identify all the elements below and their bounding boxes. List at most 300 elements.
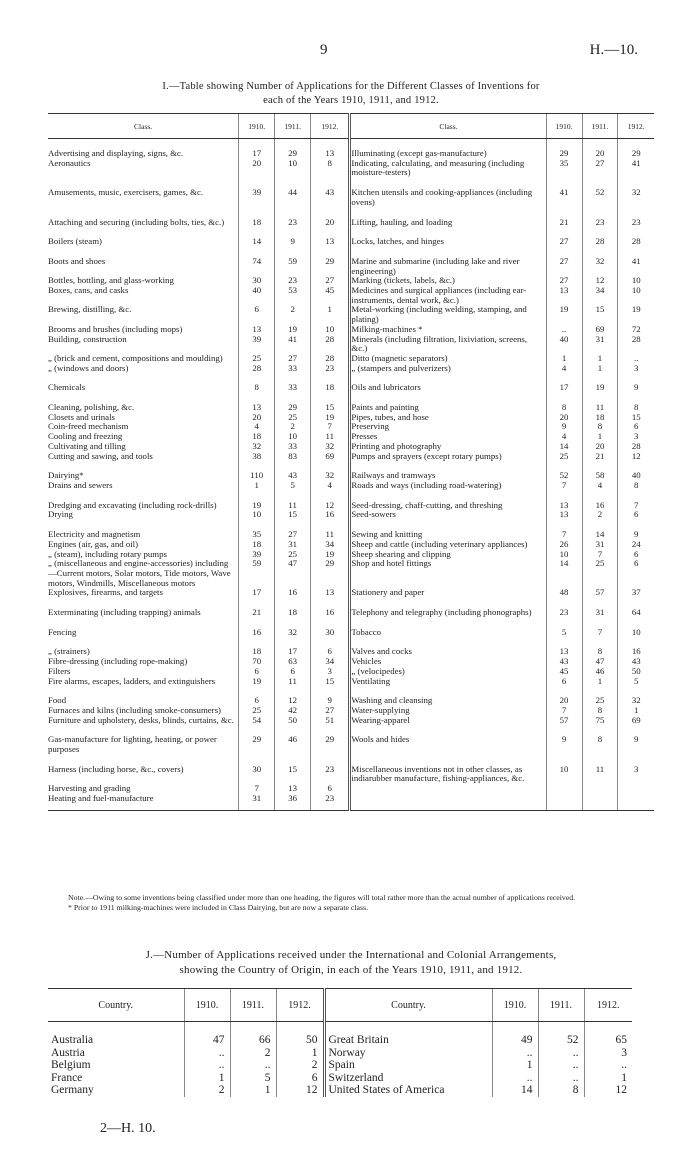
country-name: Spain [324, 1059, 492, 1072]
class-name: Seed-sowers [350, 510, 546, 520]
year-count: 27 [546, 247, 582, 276]
year-count: 8 [582, 725, 618, 754]
column-header-year: 1911. [230, 989, 276, 1022]
class-name: Miscellaneous inventions not in other classes, as indiarubber manufacture, fishing-appliances, &c. [350, 755, 546, 784]
table-j-title [48, 948, 654, 978]
year-count: 17 [239, 588, 275, 598]
class-name: Gas-manufacture for lighting, heating, or power purposes [48, 734, 217, 755]
year-count: 17 [275, 637, 311, 657]
table-i-notes [48, 893, 654, 913]
year-count: 9 [546, 422, 582, 432]
year-count: 6 [311, 784, 350, 794]
year-count: 40 [618, 461, 654, 481]
year-count: 19 [582, 373, 618, 393]
table-row [48, 491, 654, 511]
year-count: 32 [618, 178, 654, 207]
year-count: 8 [582, 706, 618, 716]
table-row [48, 373, 654, 393]
year-count: 20 [311, 208, 350, 228]
class-name: Marking (tickets, labels, &c.) [350, 276, 546, 286]
year-count: 19 [618, 305, 654, 324]
class-name: Explosives, firearms, and targets [48, 587, 163, 598]
class-name: Cultivating and tilling [48, 440, 126, 451]
class-name: Sewing and knitting [350, 520, 546, 540]
year-count: 3 [618, 755, 654, 784]
year-count: 25 [582, 559, 618, 588]
year-count: 13 [275, 784, 311, 794]
year-count: 7 [618, 491, 654, 511]
class-name: Preserving [350, 422, 546, 432]
year-count: 21 [582, 452, 618, 462]
year-count: 13 [239, 325, 275, 335]
year-count: 29 [311, 725, 350, 754]
year-count: 10 [618, 276, 654, 286]
class-name: Indicating, calculating, and measuring (including moisture-testers) [350, 159, 546, 178]
class-name: Shop and hotel fittings [350, 559, 546, 588]
class-name: Cutting and sawing, and tools [48, 450, 153, 461]
year-count: 75 [582, 716, 618, 726]
year-count: 12 [584, 1084, 632, 1097]
year-count: 46 [275, 725, 311, 754]
country-name: Australia [51, 1034, 94, 1046]
year-count: 1 [584, 1072, 632, 1085]
year-count: 4 [311, 481, 350, 491]
table-row [48, 725, 654, 754]
year-count: 16 [239, 618, 275, 638]
year-count: 35 [546, 159, 582, 178]
year-count: 50 [276, 1022, 324, 1047]
year-count [546, 794, 582, 810]
column-header-country: Country. [324, 989, 492, 1022]
class-name: Lifting, hauling, and loading [350, 208, 546, 228]
footnote-text: * Prior to 1911 milking-machines were included in Class Dairying, but are now a separate class. [68, 903, 369, 912]
year-count: 27 [311, 276, 350, 286]
class-name: Wools and hides [350, 725, 546, 754]
class-name: Heating and fuel-manufacture [48, 794, 239, 810]
class-name: „ (windows and doors) [48, 362, 129, 373]
table-row [48, 618, 654, 638]
year-count: 1 [582, 364, 618, 374]
year-count: 54 [239, 716, 275, 726]
class-name: Brewing, distilling, &c. [48, 304, 132, 315]
table-row [48, 755, 654, 784]
table-row [48, 559, 654, 588]
year-count: 18 [582, 413, 618, 423]
year-count: 72 [618, 325, 654, 335]
year-count: 2 [582, 510, 618, 520]
year-count: .. [184, 1059, 230, 1072]
year-count: 51 [311, 716, 350, 726]
class-name: Food [48, 695, 67, 706]
table-row [48, 794, 654, 810]
year-count: 40 [239, 286, 275, 305]
class-name: „ (stampers and pulverizers) [350, 364, 546, 374]
year-count: 7 [546, 706, 582, 716]
year-count: .. [538, 1072, 584, 1085]
class-name: Dredging and excavating (including rock-drills) [48, 499, 217, 510]
year-count: 8 [618, 393, 654, 413]
table-row [48, 461, 654, 481]
class-name: Illuminating (except gas-manufacture) [350, 139, 546, 159]
class-name: Washing and cleansing [350, 686, 546, 706]
year-count: 8 [538, 1084, 584, 1097]
column-header-country: Country. [48, 989, 184, 1022]
year-count: 13 [311, 227, 350, 247]
year-count: 19 [546, 305, 582, 324]
year-count: 29 [311, 559, 350, 588]
year-count: 3 [584, 1047, 632, 1060]
year-count: 5 [230, 1072, 276, 1085]
year-count: 63 [275, 657, 311, 667]
class-name: „ (velocipedes) [350, 667, 546, 677]
class-name [350, 784, 546, 794]
year-count: 41 [618, 247, 654, 276]
year-count: 13 [239, 393, 275, 413]
year-count: 28 [311, 354, 350, 364]
class-name: Kitchen utensils and cooking-appliances (including ovens) [350, 178, 546, 207]
year-count: 13 [546, 637, 582, 657]
year-count: 21 [546, 208, 582, 228]
year-count: 21 [239, 598, 275, 618]
year-count: 9 [618, 725, 654, 754]
year-count: 59 [239, 559, 275, 588]
year-count: 4 [239, 422, 275, 432]
year-count: 18 [239, 540, 275, 550]
class-name: Presses [350, 432, 546, 442]
year-count: 65 [584, 1022, 632, 1047]
column-header-year: 1912. [311, 114, 350, 139]
country-name: Austria [51, 1046, 85, 1059]
year-count: 1 [618, 706, 654, 716]
year-count: 44 [275, 178, 311, 207]
year-count: 29 [239, 725, 275, 754]
year-count: 6 [276, 1072, 324, 1085]
year-count: 57 [546, 716, 582, 726]
year-count: 50 [275, 716, 311, 726]
year-count: 20 [582, 139, 618, 159]
year-count: 46 [582, 667, 618, 677]
year-count: 9 [618, 373, 654, 393]
table-row [48, 1022, 632, 1047]
year-count: 16 [618, 637, 654, 657]
class-name: Brooms and brushes (including mops) [48, 323, 183, 334]
year-count: 7 [546, 481, 582, 491]
year-count: 1 [492, 1059, 538, 1072]
column-header-class: Class. [48, 114, 239, 139]
class-name: Paints and painting [350, 393, 546, 413]
year-count: 43 [275, 461, 311, 481]
class-name: Cooling and freezing [48, 431, 123, 442]
year-count: 39 [239, 178, 275, 207]
year-count: 28 [582, 227, 618, 247]
class-name: Pipes, tubes, and hose [350, 413, 546, 423]
year-count: 6 [618, 510, 654, 520]
year-count: 29 [311, 247, 350, 276]
year-count: 11 [582, 755, 618, 784]
year-count: 28 [311, 335, 350, 354]
year-count: 58 [582, 461, 618, 481]
year-count: 25 [239, 706, 275, 716]
year-count: 7 [582, 618, 618, 638]
year-count: 41 [546, 178, 582, 207]
year-count: 31 [239, 794, 275, 810]
year-count: 25 [582, 686, 618, 706]
year-count: 42 [275, 706, 311, 716]
country-name: United States of America [324, 1084, 492, 1097]
table-row [48, 1084, 632, 1097]
year-count: 2 [230, 1047, 276, 1060]
year-count: .. [230, 1059, 276, 1072]
column-header-year: 1910. [184, 989, 230, 1022]
class-name: „ (miscellaneous and engine-accessories) including—Current motors, Solar motors, Tide motors, Wave motors, Windmills, Miscellaneous motors [48, 558, 231, 588]
year-count: 14 [239, 227, 275, 247]
year-count: 34 [582, 286, 618, 305]
year-count: 6 [239, 667, 275, 677]
year-count: 31 [582, 598, 618, 618]
country-name: France [51, 1071, 83, 1084]
class-name: Minerals (including filtration, lixiviation, screens, &c.) [350, 335, 546, 354]
class-name: Harness (including horse, &c., covers) [48, 763, 184, 774]
year-count: 33 [275, 364, 311, 374]
year-count: 12 [311, 491, 350, 511]
year-count: 34 [311, 540, 350, 550]
class-name: Printing and photography [350, 442, 546, 452]
class-name: Stationery and paper [350, 588, 546, 598]
year-count: 32 [275, 618, 311, 638]
year-count: .. [546, 325, 582, 335]
year-count: 10 [311, 325, 350, 335]
year-count: 30 [239, 276, 275, 286]
year-count: 14 [492, 1084, 538, 1097]
year-count: 41 [618, 159, 654, 178]
year-count: 52 [582, 178, 618, 207]
year-count: 2 [184, 1084, 230, 1097]
year-count: 1 [582, 677, 618, 687]
class-name: Telephony and telegraphy (including phonographs) [350, 598, 546, 618]
year-count: 31 [582, 540, 618, 550]
year-count: 7 [546, 520, 582, 540]
table-row [48, 393, 654, 413]
page-header [0, 42, 700, 62]
class-name: Roads and ways (including road-watering) [350, 481, 546, 491]
table-row [48, 588, 654, 598]
year-count: 23 [311, 755, 350, 784]
year-count: 8 [546, 393, 582, 413]
year-count: .. [184, 1047, 230, 1060]
year-count: 24 [618, 540, 654, 550]
inventions-class-table [48, 113, 654, 811]
year-count: 47 [184, 1022, 230, 1047]
footer-signature: 2—H. 10. [100, 1121, 156, 1136]
year-count: 39 [239, 550, 275, 560]
column-header-year: 1910. [239, 114, 275, 139]
class-name: Wearing-apparel [350, 716, 546, 726]
class-name: Medicines and surgical appliances (including ear-instruments, dental work, &c.) [350, 286, 546, 305]
country-name: Great Britain [324, 1022, 492, 1047]
year-count: 2 [276, 1059, 324, 1072]
year-count: 8 [582, 422, 618, 432]
year-count: 1 [582, 354, 618, 364]
class-name: Water-supplying [350, 706, 546, 716]
year-count: 9 [311, 686, 350, 706]
year-count: 1 [546, 354, 582, 364]
class-name: Fencing [48, 626, 77, 637]
column-header-year: 1911. [275, 114, 311, 139]
year-count [582, 794, 618, 810]
year-count: 5 [618, 677, 654, 687]
year-count: 29 [275, 139, 311, 159]
class-name: Sheep shearing and clipping [350, 550, 546, 560]
table-row [48, 335, 654, 354]
year-count: 16 [275, 588, 311, 598]
class-name: Exterminating (including trapping) animals [48, 607, 201, 618]
year-count: 15 [618, 413, 654, 423]
year-count: 28 [239, 364, 275, 374]
year-count: 32 [239, 442, 275, 452]
table-row [48, 1047, 632, 1060]
year-count: 9 [546, 725, 582, 754]
year-count: 34 [311, 657, 350, 667]
year-count: 3 [311, 667, 350, 677]
table-row [48, 637, 654, 657]
class-name: Furniture and upholstery, desks, blinds, curtains, &c. [48, 714, 234, 725]
year-count: 28 [618, 227, 654, 247]
year-count: 4 [546, 432, 582, 442]
year-count: 20 [546, 686, 582, 706]
year-count: 20 [546, 413, 582, 423]
year-count: 13 [311, 139, 350, 159]
table-row [48, 1072, 632, 1085]
class-name: Ventilating [350, 677, 546, 687]
year-count: 27 [311, 706, 350, 716]
year-count: 50 [618, 667, 654, 677]
year-count: 57 [582, 588, 618, 598]
year-count: 23 [311, 364, 350, 374]
year-count: 13 [311, 588, 350, 598]
year-count: 110 [239, 461, 275, 481]
class-name: Boxes, cans, and casks [48, 285, 129, 296]
table-row [48, 716, 654, 726]
year-count: 19 [311, 550, 350, 560]
year-count: 1 [239, 481, 275, 491]
column-header-year: 1911. [582, 114, 618, 139]
year-count: 52 [546, 461, 582, 481]
year-count: 7 [582, 550, 618, 560]
class-name: Railways and tramways [350, 461, 546, 481]
year-count: 6 [239, 305, 275, 324]
year-count: 6 [546, 677, 582, 687]
table-j-title-line1: J.—Number of Applications received under the International and Colonial Arrangements, [145, 949, 557, 961]
year-count: 26 [546, 540, 582, 550]
column-header-class: Class. [350, 114, 546, 139]
year-count: 10 [618, 286, 654, 305]
year-count: 16 [311, 598, 350, 618]
class-name: Advertising and displaying, signs, &c. [48, 148, 184, 158]
year-count: 49 [492, 1022, 538, 1047]
year-count: 23 [618, 208, 654, 228]
class-name [350, 794, 546, 810]
year-count: 27 [546, 276, 582, 286]
class-name: Fibre-dressing (including rope-making) [48, 656, 188, 667]
year-count: 15 [275, 510, 311, 520]
column-header-year: 1911. [538, 989, 584, 1022]
year-count: 48 [546, 588, 582, 598]
year-count: 8 [618, 481, 654, 491]
year-count: 53 [275, 286, 311, 305]
year-count: 70 [239, 657, 275, 667]
year-count: 47 [582, 657, 618, 667]
year-count: 19 [239, 677, 275, 687]
year-count: 9 [275, 227, 311, 247]
year-count: 45 [546, 667, 582, 677]
year-count: 15 [311, 677, 350, 687]
table-row [48, 452, 654, 462]
country-name: Switzerland [324, 1072, 492, 1085]
year-count: 33 [275, 373, 311, 393]
class-name: Pumps and sprayers (except rotary pumps) [350, 452, 546, 462]
page-number: 9 [320, 42, 328, 58]
class-name: Marine and submarine (including lake and river engineering) [350, 247, 546, 276]
year-count [618, 794, 654, 810]
column-header-year: 1910. [492, 989, 538, 1022]
year-count: 9 [618, 520, 654, 540]
year-count: 1 [184, 1072, 230, 1085]
class-name: Harvesting and grading [48, 783, 131, 794]
year-count: 30 [239, 755, 275, 784]
class-name: Vehicles [350, 657, 546, 667]
year-count: 18 [275, 598, 311, 618]
year-count: 10 [239, 510, 275, 520]
year-count: .. [492, 1047, 538, 1060]
year-count: 29 [618, 139, 654, 159]
year-count: 14 [546, 442, 582, 452]
class-name: Drying [48, 509, 73, 520]
year-count: 10 [618, 618, 654, 638]
year-count: 19 [275, 325, 311, 335]
year-count: 38 [239, 452, 275, 462]
year-count: 12 [275, 686, 311, 706]
year-count: 11 [275, 677, 311, 687]
year-count: 3 [618, 432, 654, 442]
year-count [546, 784, 582, 794]
year-count: 16 [582, 491, 618, 511]
year-count: 29 [546, 139, 582, 159]
year-count: 43 [618, 657, 654, 667]
year-count: 12 [618, 452, 654, 462]
year-count: 25 [239, 354, 275, 364]
table-row [48, 481, 654, 491]
table-row [48, 286, 654, 305]
class-name: Milking-machines * [350, 325, 546, 335]
year-count: 25 [275, 413, 311, 423]
year-count [618, 784, 654, 794]
class-name: Closets and urinals [48, 411, 115, 422]
year-count: 28 [618, 335, 654, 354]
year-count: 25 [546, 452, 582, 462]
year-count: 6 [239, 686, 275, 706]
year-count: 17 [546, 373, 582, 393]
year-count: 13 [546, 286, 582, 305]
class-name: „ (brick and cement, compositions and moulding) [48, 352, 223, 363]
table-row [48, 159, 654, 178]
table-header-row [48, 989, 632, 1022]
year-count: 32 [618, 686, 654, 706]
year-count: 7 [311, 422, 350, 432]
column-header-year: 1912. [584, 989, 632, 1022]
table-row [48, 510, 654, 520]
class-name: Aeronautics [48, 157, 91, 168]
year-count: 31 [275, 540, 311, 550]
